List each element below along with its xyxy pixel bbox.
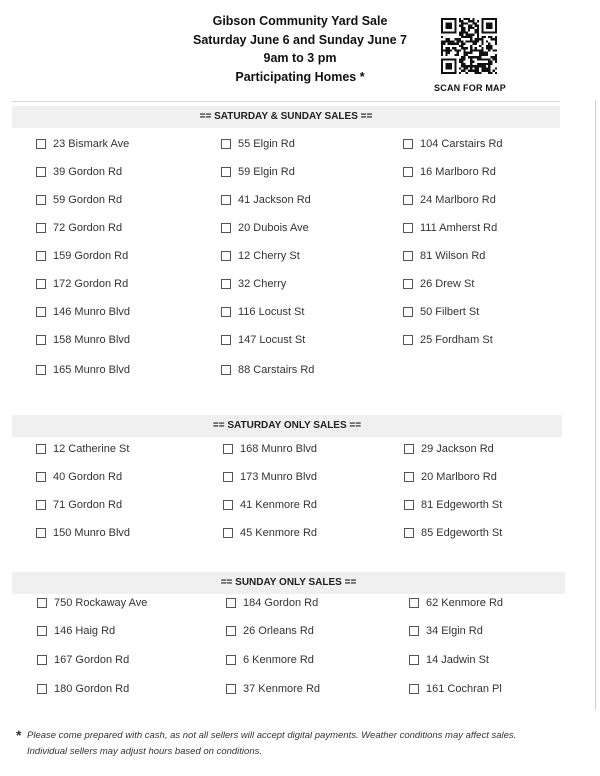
address-label: 12 Catherine St	[53, 443, 130, 455]
address-label: 165 Munro Blvd	[53, 364, 131, 376]
footnote-line-2: Individual sellers may adjust hours based on conditions.	[27, 746, 262, 757]
address-item[interactable]	[221, 306, 304, 318]
address-item[interactable]	[403, 166, 496, 178]
address-checkbox[interactable]	[221, 279, 231, 289]
address-checkbox[interactable]	[404, 500, 414, 510]
address-label: 146 Haig Rd	[54, 625, 116, 637]
address-item[interactable]	[403, 222, 497, 234]
address-label: 184 Gordon Rd	[243, 597, 319, 609]
address-checkbox[interactable]	[221, 195, 231, 205]
address-checkbox[interactable]	[36, 500, 46, 510]
address-item[interactable]	[37, 683, 129, 695]
address-item[interactable]	[221, 222, 309, 234]
address-label: 40 Gordon Rd	[53, 471, 123, 483]
address-checkbox[interactable]	[409, 684, 419, 694]
address-item[interactable]	[36, 364, 130, 376]
address-checkbox[interactable]	[37, 655, 47, 665]
address-label: 26 Orleans Rd	[243, 625, 314, 637]
address-checkbox[interactable]	[409, 626, 419, 636]
address-checkbox[interactable]	[221, 307, 231, 317]
address-checkbox[interactable]	[36, 251, 46, 261]
address-checkbox[interactable]	[221, 251, 231, 261]
address-label: 71 Gordon Rd	[53, 499, 123, 511]
address-item[interactable]	[36, 278, 128, 290]
address-checkbox[interactable]	[221, 167, 231, 177]
address-item[interactable]	[409, 597, 503, 609]
address-checkbox[interactable]	[37, 684, 47, 694]
address-label: 161 Cochran Pl	[426, 683, 502, 695]
address-item[interactable]	[223, 443, 317, 455]
address-item[interactable]	[404, 471, 497, 483]
address-item[interactable]	[223, 471, 317, 483]
address-item[interactable]	[36, 527, 130, 539]
address-item[interactable]	[221, 250, 300, 262]
address-item[interactable]	[36, 250, 128, 262]
participating-homes-heading: Participating Homes *	[235, 69, 365, 84]
address-label: 29 Jackson Rd	[421, 443, 494, 455]
address-item[interactable]	[404, 527, 502, 539]
address-label: 59 Gordon Rd	[53, 194, 123, 206]
address-item[interactable]	[403, 194, 496, 206]
address-checkbox[interactable]	[221, 365, 231, 375]
address-checkbox[interactable]	[226, 626, 236, 636]
address-checkbox[interactable]	[36, 365, 46, 375]
address-item[interactable]	[226, 683, 320, 695]
address-label: 41 Jackson Rd	[238, 194, 311, 206]
section-header: == SUNDAY ONLY SALES ==	[12, 572, 565, 594]
address-label: 55 Elgin Rd	[238, 138, 295, 150]
address-item[interactable]	[409, 625, 483, 637]
address-label: 50 Filbert St	[420, 306, 480, 318]
address-label: 20 Marlboro Rd	[421, 471, 497, 483]
address-item[interactable]	[221, 278, 286, 290]
address-checkbox[interactable]	[36, 307, 46, 317]
footnote-line-1: Please come prepared with cash, as not all sellers will accept digital payments. Weather conditions may affect sales.	[27, 730, 517, 741]
address-checkbox[interactable]	[403, 279, 413, 289]
address-label: 116 Locust St	[238, 306, 305, 318]
address-label: 111 Amherst Rd	[420, 222, 498, 234]
address-checkbox[interactable]	[226, 598, 236, 608]
address-label: 20 Dubois Ave	[238, 222, 309, 234]
address-item[interactable]	[221, 334, 305, 346]
address-checkbox[interactable]	[36, 528, 46, 538]
address-item[interactable]	[37, 625, 115, 637]
address-checkbox[interactable]	[226, 655, 236, 665]
address-item[interactable]	[223, 499, 317, 511]
qr-code-icon[interactable]	[441, 18, 497, 74]
address-checkbox[interactable]	[403, 167, 413, 177]
address-checkbox[interactable]	[404, 444, 414, 454]
address-item[interactable]	[404, 499, 502, 511]
address-item[interactable]	[36, 166, 122, 178]
address-label: 6 Kenmore Rd	[243, 654, 314, 666]
address-label: 24 Marlboro Rd	[420, 194, 496, 206]
address-checkbox[interactable]	[404, 528, 414, 538]
address-checkbox[interactable]	[223, 528, 233, 538]
header-divider	[12, 101, 560, 102]
address-label: 172 Gordon Rd	[53, 278, 129, 290]
address-checkbox[interactable]	[403, 307, 413, 317]
address-checkbox[interactable]	[36, 279, 46, 289]
address-label: 85 Edgeworth St	[421, 527, 503, 539]
address-item[interactable]	[226, 597, 318, 609]
address-label: 25 Fordham St	[420, 334, 493, 346]
address-item[interactable]	[36, 334, 130, 346]
address-label: 23 Bismark Ave	[53, 138, 130, 150]
address-label: 26 Drew St	[420, 278, 475, 290]
address-checkbox[interactable]	[403, 251, 413, 261]
address-checkbox[interactable]	[403, 223, 413, 233]
address-item[interactable]	[221, 194, 311, 206]
sale-hours: 9am to 3 pm	[263, 51, 337, 65]
address-label: 16 Marlboro Rd	[420, 166, 496, 178]
address-item[interactable]	[226, 654, 314, 666]
address-label: 88 Carstairs Rd	[238, 364, 315, 376]
address-checkbox[interactable]	[403, 335, 413, 345]
address-label: 59 Elgin Rd	[238, 166, 295, 178]
address-item[interactable]	[36, 138, 129, 150]
address-item[interactable]	[223, 527, 317, 539]
address-checkbox[interactable]	[409, 655, 419, 665]
address-label: 750 Rockaway Ave	[54, 597, 148, 609]
address-label: 159 Gordon Rd	[53, 250, 129, 262]
footnote-marker: *	[16, 727, 22, 743]
address-checkbox[interactable]	[409, 598, 419, 608]
address-checkbox[interactable]	[223, 500, 233, 510]
address-checkbox[interactable]	[221, 139, 231, 149]
address-label: 34 Elgin Rd	[426, 625, 483, 637]
address-item[interactable]	[36, 222, 122, 234]
address-label: 45 Kenmore Rd	[240, 527, 318, 539]
address-item[interactable]	[226, 625, 314, 637]
address-checkbox[interactable]	[223, 444, 233, 454]
section-header: == SATURDAY ONLY SALES ==	[12, 415, 562, 437]
address-item[interactable]	[221, 138, 295, 150]
address-checkbox[interactable]	[37, 598, 47, 608]
address-label: 167 Gordon Rd	[54, 654, 130, 666]
address-checkbox[interactable]	[36, 444, 46, 454]
address-checkbox[interactable]	[36, 139, 46, 149]
address-checkbox[interactable]	[403, 195, 413, 205]
page-edge-line	[595, 100, 596, 710]
address-label: 62 Kenmore Rd	[426, 597, 504, 609]
address-item[interactable]	[36, 499, 122, 511]
address-label: 37 Kenmore Rd	[243, 683, 321, 695]
address-item[interactable]	[409, 683, 502, 695]
address-checkbox[interactable]	[221, 335, 231, 345]
section-header: == SATURDAY & SUNDAY SALES ==	[12, 106, 560, 128]
address-label: 147 Locust St	[238, 334, 306, 346]
address-item[interactable]	[36, 443, 129, 455]
address-item[interactable]	[403, 278, 474, 290]
address-label: 180 Gordon Rd	[54, 683, 130, 695]
address-checkbox[interactable]	[36, 195, 46, 205]
address-checkbox[interactable]	[223, 472, 233, 482]
address-label: 168 Munro Blvd	[240, 443, 318, 455]
address-label: 104 Carstairs Rd	[420, 138, 503, 150]
address-label: 12 Cherry St	[238, 250, 300, 262]
flyer-header	[180, 12, 420, 86]
address-checkbox[interactable]	[36, 167, 46, 177]
address-label: 146 Munro Blvd	[53, 306, 131, 318]
address-label: 81 Edgeworth St	[421, 499, 503, 511]
address-item[interactable]	[403, 306, 479, 318]
address-checkbox[interactable]	[404, 472, 414, 482]
address-label: 81 Wilson Rd	[420, 250, 486, 262]
address-item[interactable]	[37, 654, 129, 666]
address-item[interactable]	[36, 471, 122, 483]
address-item[interactable]	[221, 364, 314, 376]
address-label: 72 Gordon Rd	[53, 222, 123, 234]
address-item[interactable]	[403, 250, 485, 262]
address-label: 158 Munro Blvd	[53, 334, 131, 346]
address-checkbox[interactable]	[37, 626, 47, 636]
address-checkbox[interactable]	[403, 139, 413, 149]
address-item[interactable]	[36, 194, 122, 206]
address-label: 14 Jadwin St	[426, 654, 489, 666]
footnote	[16, 728, 586, 760]
address-label: 39 Gordon Rd	[53, 166, 123, 178]
address-label: 150 Munro Blvd	[53, 527, 131, 539]
address-checkbox[interactable]	[36, 335, 46, 345]
address-item[interactable]	[403, 334, 493, 346]
address-item[interactable]	[404, 443, 494, 455]
address-checkbox[interactable]	[226, 684, 236, 694]
flyer-title: Gibson Community Yard Sale	[212, 14, 388, 28]
address-label: 32 Cherry	[238, 278, 287, 290]
address-item[interactable]	[409, 654, 489, 666]
address-label: 173 Munro Blvd	[240, 471, 318, 483]
address-item[interactable]	[221, 166, 295, 178]
address-item[interactable]	[37, 597, 147, 609]
address-checkbox[interactable]	[221, 223, 231, 233]
address-item[interactable]	[36, 306, 130, 318]
address-checkbox[interactable]	[36, 223, 46, 233]
scan-for-map-caption: SCAN FOR MAP	[434, 83, 506, 93]
address-label: 41 Kenmore Rd	[240, 499, 318, 511]
sale-dates: Saturday June 6 and Sunday June 7	[193, 32, 407, 47]
address-checkbox[interactable]	[36, 472, 46, 482]
address-item[interactable]	[403, 138, 503, 150]
